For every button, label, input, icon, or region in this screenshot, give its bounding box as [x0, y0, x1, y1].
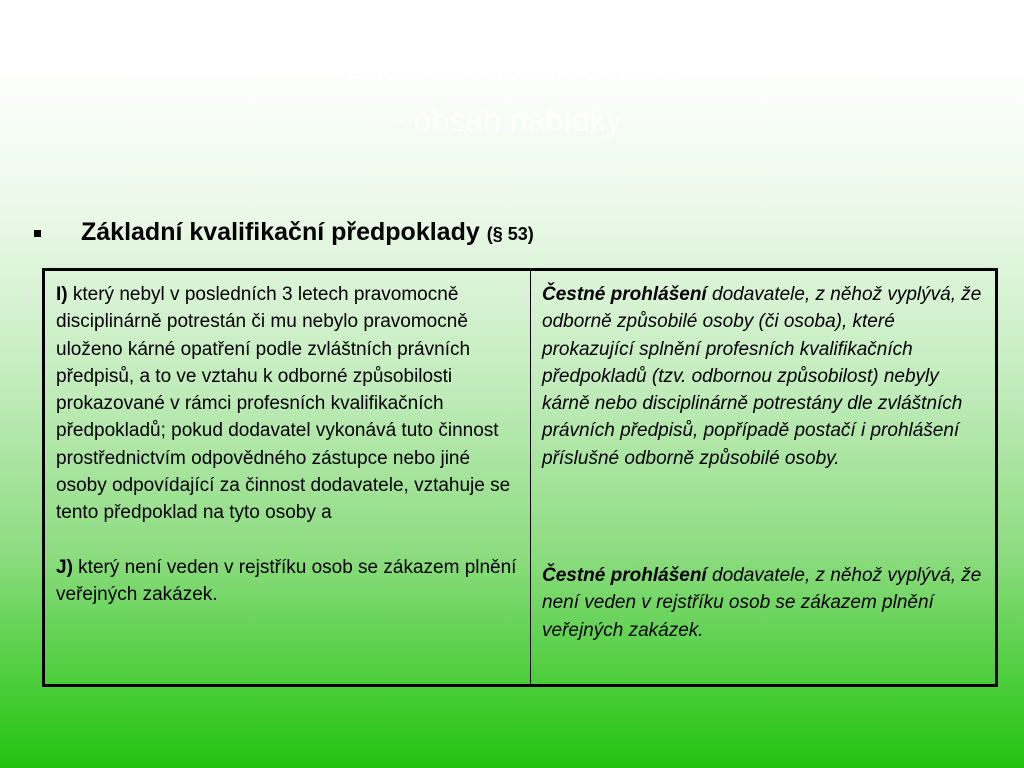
- section-heading-text: Základní kvalifikační předpoklady: [81, 218, 480, 246]
- proof-j: [542, 562, 984, 644]
- proof-cell: [531, 270, 997, 686]
- requirement-letter: I): [56, 284, 68, 305]
- section-reference: (§ 53): [486, 224, 534, 244]
- proof-text: dodavatele, z něhož vyplývá, že odborně způsobilé osoby (či osoba), které prokazující splnění profesních kvalifikačních předpokladů (tzv. odbornou způsobilost) nebyly kárně nebo disciplinárně potrestány dle zvláštních právních předpisů, popřípadě postačí i prohlášení příslušné odborně způsobilé osoby.: [542, 284, 982, 469]
- qualification-table: [42, 268, 998, 687]
- proof-bold: Čestné prohlášení: [542, 565, 707, 587]
- proof-i: [542, 281, 984, 472]
- requirement-letter: J): [56, 556, 73, 578]
- requirement-i: [56, 281, 519, 527]
- requirement-cell: [44, 270, 531, 686]
- requirement-text: který není veden v rejstříku osob se zákazem plnění veřejných zakázek.: [56, 556, 517, 605]
- proof-bold: Čestné prohlášení: [542, 284, 707, 305]
- requirement-j: [56, 554, 519, 609]
- proof-text: dodavatele, z něhož vyplývá, že není veden v rejstříku osob se zákazem plnění veřejných zakázek.: [542, 565, 982, 641]
- table-row: [44, 270, 997, 686]
- section-heading: [81, 218, 534, 247]
- requirement-text: který nebyl v posledních 3 letech pravomocně disciplinárně potrestán či mu nebylo pravomocně uloženo kárné opatření podle zvláštních právních předpisů, a to ve vztahu k odborné způsobilosti prokazované v rámci profesních kvalifikačních předpokladů; pokud dodavatel vykonává tuto činnost prostřednictvím odpovědného zástupce nebo jiné osoby odpovídající za činnost dodavatele, vztahuje se tento předpoklad na tyto osoby a: [56, 284, 511, 524]
- slide-subtitle: - obsah nabídky: [394, 102, 622, 138]
- slide-title: Zadávací dokumentace: [345, 50, 679, 86]
- square-bullet-icon: [34, 230, 41, 237]
